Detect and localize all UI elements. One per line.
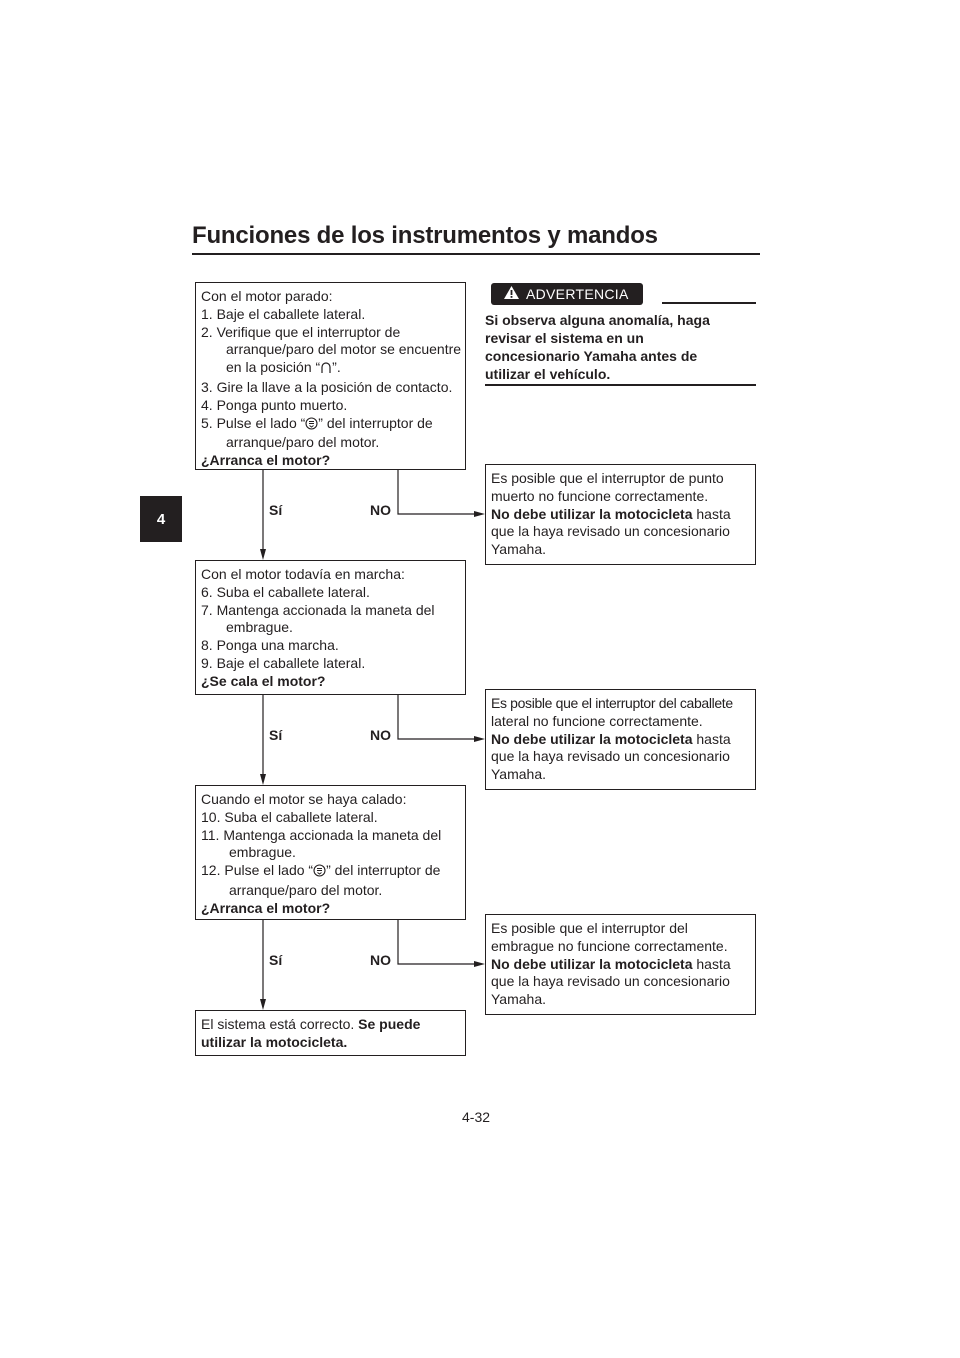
warning-rule-top bbox=[662, 302, 756, 304]
result-line: Es posible que el interruptor del bbox=[491, 920, 688, 936]
result-box-1 bbox=[485, 464, 756, 565]
arrow-down-1 bbox=[260, 549, 266, 560]
step-intro: Con el motor parado: bbox=[201, 288, 333, 304]
result-line: lateral no funcione correctamente. bbox=[491, 712, 703, 729]
step-item: 3. Gire la llave a la posición de contacto. bbox=[201, 378, 453, 395]
result-line: que la haya revisado un concesionario bbox=[491, 523, 730, 540]
page-title: Funciones de los instrumentos y mandos bbox=[192, 222, 658, 249]
engine-stop-off-icon bbox=[320, 361, 332, 379]
yes-label: Sí bbox=[269, 952, 283, 968]
result-box-2 bbox=[485, 689, 756, 790]
result-line: No debe utilizar la motocicleta hasta bbox=[491, 730, 731, 747]
step-item: 10. Suba el caballete lateral. bbox=[201, 808, 378, 825]
result-line: Yamaha. bbox=[491, 541, 546, 558]
no-connector-3 bbox=[398, 919, 476, 964]
warning-line: revisar el sistema en un bbox=[485, 330, 644, 346]
final-line-2: utilizar la motocicleta. bbox=[201, 1033, 348, 1050]
arrow-right-1 bbox=[474, 511, 485, 517]
no-label: NO bbox=[370, 952, 391, 968]
step-item-cont: en la posición “ ”. bbox=[201, 359, 460, 379]
result-line: que la haya revisado un concesionario bbox=[491, 748, 730, 765]
no-connector-2 bbox=[398, 694, 476, 739]
arrow-down-3 bbox=[260, 999, 266, 1010]
step-item-cont: arranque/paro del motor se encuentre bbox=[226, 341, 462, 358]
warning-line: concesionario Yamaha antes de bbox=[485, 348, 698, 364]
result-line: No debe utilizar la motocicleta hasta bbox=[491, 955, 731, 972]
step-item: 1. Baje el caballete lateral. bbox=[201, 305, 366, 322]
no-label: NO bbox=[370, 502, 391, 518]
step-item: 6. Suba el caballete lateral. bbox=[201, 583, 370, 600]
arrow-right-2 bbox=[474, 736, 485, 742]
step-item: 2. Verifique que el interruptor de bbox=[201, 323, 401, 340]
result-line: muerto no funcione correctamente. bbox=[491, 487, 709, 504]
result-line: Yamaha. bbox=[491, 991, 546, 1008]
step-item-cont: arranque/paro del motor. bbox=[226, 434, 380, 451]
warning-line: utilizar el vehículo. bbox=[485, 366, 611, 382]
page-number: 4-32 bbox=[462, 1109, 491, 1125]
step-question: ¿Arranca el motor? bbox=[201, 899, 331, 916]
step-box-2 bbox=[195, 560, 466, 695]
step-box-1 bbox=[195, 282, 466, 470]
result-line: Yamaha. bbox=[491, 766, 546, 783]
step-item: 12. Pulse el lado “ ” del interruptor de bbox=[201, 862, 460, 882]
no-label: NO bbox=[370, 727, 391, 743]
step-item: 7. Mantenga accionada la maneta del bbox=[201, 601, 435, 618]
warning-badge-label: ADVERTENCIA bbox=[526, 286, 629, 302]
warning-badge bbox=[491, 283, 643, 305]
arrow-right-3 bbox=[474, 961, 485, 967]
warning-rule-bottom bbox=[485, 384, 756, 386]
step-item: 5. Pulse el lado “ ” del interruptor de bbox=[201, 415, 460, 435]
step-box-3 bbox=[195, 785, 466, 920]
warning-line: Si observa alguna anomalía, haga bbox=[485, 312, 710, 328]
step-item: 11. Mantenga accionada la maneta del bbox=[201, 826, 442, 843]
step-item: 8. Ponga una marcha. bbox=[201, 637, 339, 654]
step-item-cont: embrague. bbox=[226, 619, 293, 636]
result-line: embrague no funcione correctamente. bbox=[491, 937, 728, 954]
final-line-1: El sistema está correcto. Se puede bbox=[201, 1016, 421, 1032]
result-line: que la haya revisado un concesionario bbox=[491, 973, 730, 990]
no-connector-1 bbox=[398, 469, 476, 514]
step-intro: Cuando el motor se haya calado: bbox=[201, 791, 407, 807]
result-line: Es posible que el interruptor de punto bbox=[491, 470, 724, 486]
yes-label: Sí bbox=[269, 727, 283, 743]
step-item-cont: embrague. bbox=[229, 844, 296, 861]
warning-text bbox=[485, 311, 755, 383]
step-item-cont: arranque/paro del motor. bbox=[229, 881, 383, 898]
step-intro: Con el motor todavía en marcha: bbox=[201, 566, 405, 582]
yes-label: Sí bbox=[269, 502, 283, 518]
warning-triangle-icon bbox=[503, 285, 520, 303]
final-box bbox=[195, 1010, 466, 1056]
engine-start-icon bbox=[305, 417, 318, 435]
step-question: ¿Arranca el motor? bbox=[201, 452, 331, 469]
step-item: 9. Baje el caballete lateral. bbox=[201, 654, 366, 671]
result-box-3 bbox=[485, 914, 756, 1015]
step-item: 4. Ponga punto muerto. bbox=[201, 396, 348, 413]
engine-start-icon bbox=[313, 864, 326, 882]
arrow-down-2 bbox=[260, 774, 266, 785]
chapter-tab: 4 bbox=[140, 496, 182, 542]
result-line: No debe utilizar la motocicleta hasta bbox=[491, 505, 731, 522]
result-line: Es posible que el interruptor del caballete bbox=[491, 695, 733, 711]
step-question: ¿Se cala el motor? bbox=[201, 672, 326, 689]
